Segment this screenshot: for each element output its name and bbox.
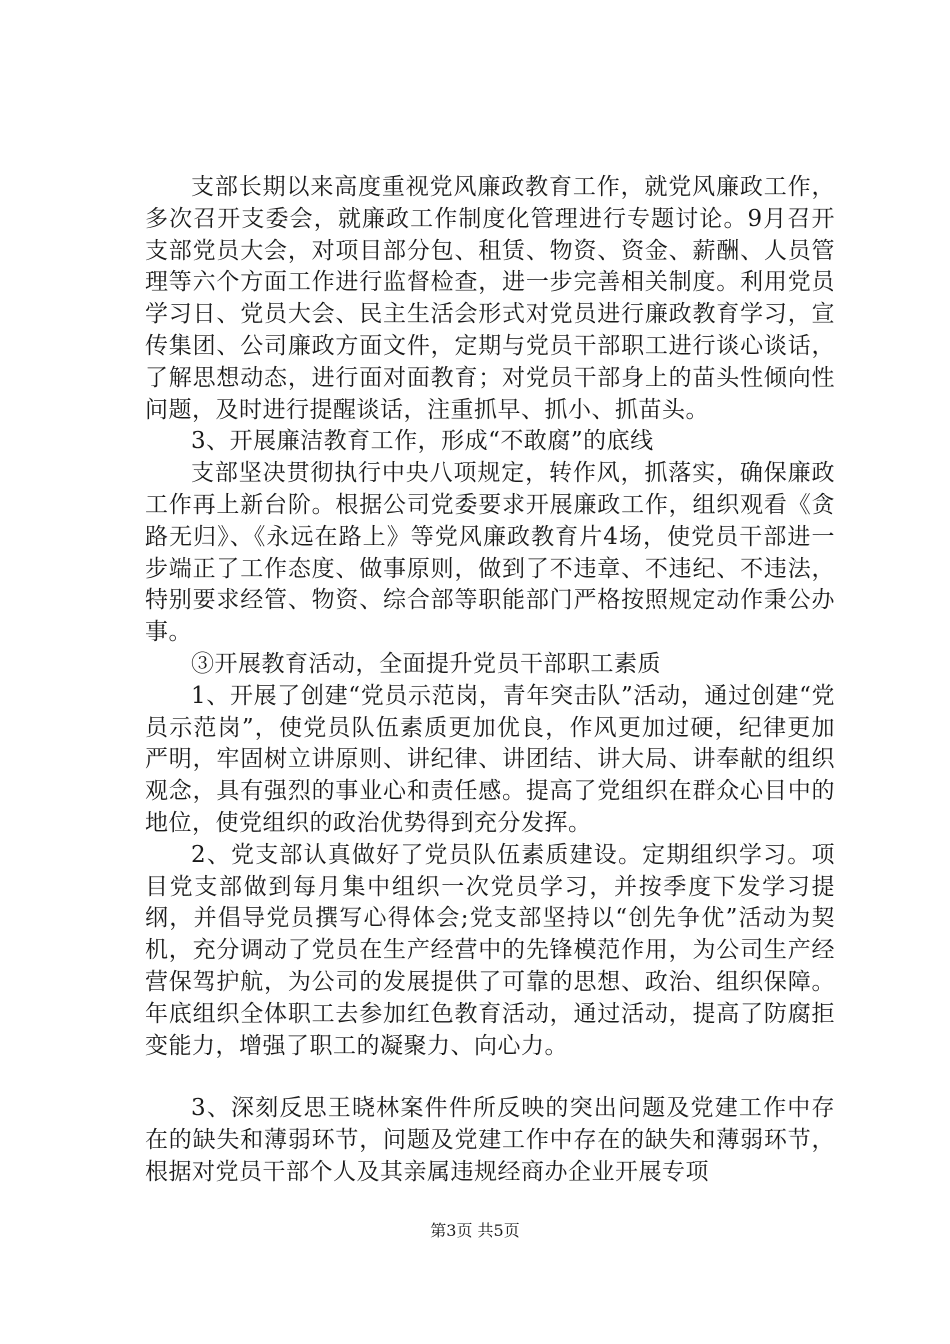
page-footer: 第3页 共5页 [430, 1221, 520, 1240]
paragraph-eight-rules: 支部坚决贯彻执行中央八项规定，转作风，抓落实，确保廉政工作再上新台阶。根据公司党委要求开展廉政工作，组织观看《贪路无归》、《永远在路上》等党风廉政教育片4场，使党员干部进一步端正了工作态度、做事原则，做到了不违章、不违纪、不违法，特别要求经管、物资、综合部等职能部门严格按照规定动作秉公办事。 [145, 460, 835, 646]
paragraph-reflection: 3、深刻反思王晓林案件件所反映的突出问题及党建工作中存在的缺失和薄弱环节，问题及党建工作中存在的缺失和薄弱环节，根据对党员干部个人及其亲属违规经商办企业开展专项 [145, 1095, 835, 1185]
paragraph-model-post: 1、开展了创建“党员示范岗，青年突击队”活动，通过创建“党员示范岗”，使党员队伍素质更加优良，作风更加过硬，纪律更加严明，牢固树立讲原则、讲纪律、讲团结、讲大局、讲奉献的组织观念，具有强烈的事业心和责任感。提高了党组织在群众心目中的地位，使党组织的政治优势得到充分发挥。 [145, 682, 835, 836]
heading-education-activities: ③开展教育活动，全面提升党员干部职工素质 [191, 650, 661, 677]
paragraph-party-style-education: 支部长期以来高度重视党风廉政教育工作，就党风廉政工作，多次召开支委会，就廉政工作制度化管理进行专题讨论。9月召开支部党员大会，对项目部分包、租赁、物资、资金、薪酬、人员管理等六个方面工作进行监督检查，进一步完善相关制度。利用党员学习日、党员大会、民主生活会形式对党员进行廉政教育学习，宣传集团、公司廉政方面文件，定期与党员干部职工进行谈心谈话，了解思想动态，进行面对面教育；对党员干部身上的苗头性倾向性问题，及时进行提醒谈话，注重抓早、抓小、抓苗头。 [145, 174, 835, 423]
heading-integrity-education: 3、开展廉洁教育工作，形成“不敢腐”的底线 [191, 428, 654, 455]
paragraph-team-building: 2、党支部认真做好了党员队伍素质建设。定期组织学习。项目党支部做到每月集中组织一次党员学习，并按季度下发学习提纲，并倡导党员撰写心得体会;党支部坚持以“创先争优”活动为契机，充分调动了党员在生产经营中的先锋模范作用，为公司生产经营保驾护航，为公司的发展提供了可靠的思想、政治、组织保障。年底组织全体职工去参加红色教育活动，通过活动，提高了防腐拒变能力，增强了职工的凝聚力、向心力。 [145, 841, 835, 1059]
document-body [145, 172, 835, 1189]
